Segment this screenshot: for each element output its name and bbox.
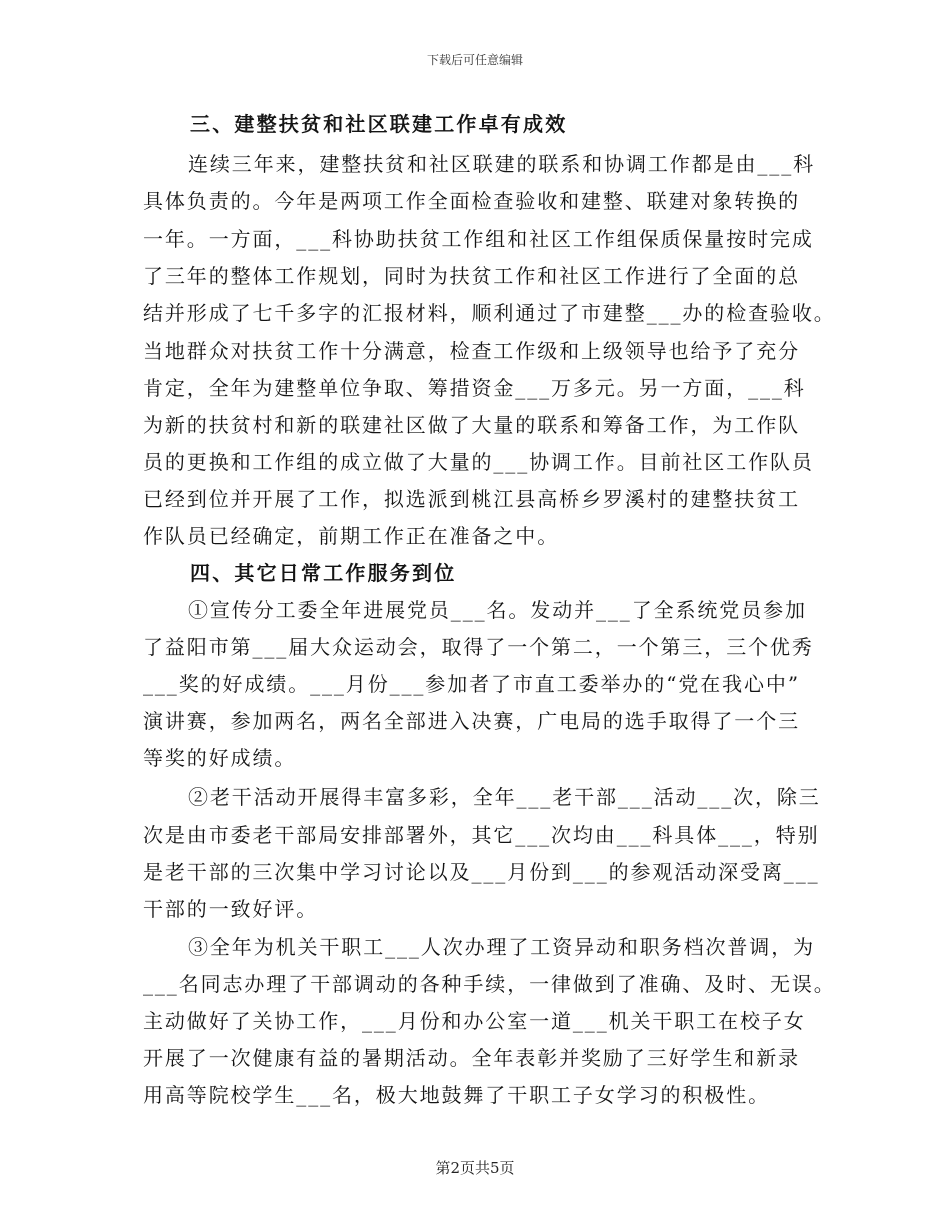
paragraph-line: 为新的扶贫村和新的联建社区做了大量的联系和筹备工作，为工作队	[143, 413, 800, 437]
paragraph-line: ②老干活动开展得丰富多彩，全年___老干部___活动___次，除三	[188, 785, 821, 809]
paragraph-line: 了益阳市第___届大众运动会，取得了一个第二，一个第三，三个优秀	[143, 635, 814, 659]
paragraph-line: 开展了一次健康有益的暑期活动。全年表彰并奖励了三好学生和新录	[143, 1046, 800, 1070]
paragraph-line: 具体负责的。今年是两项工作全面检查验收和建整、联建对象转换的	[143, 189, 800, 213]
paragraph-line: 当地群众对扶贫工作十分满意，检查工作级和上级领导也给予了充分	[143, 339, 800, 363]
paragraph-line: 主动做好了关协工作，___月份和办公室一道___机关干职工在校子女	[143, 1009, 806, 1033]
paragraph-line: ③全年为机关干职工___人次办理了工资异动和职务档次普调，为	[188, 935, 815, 959]
paragraph-line: 用高等院校学生___名，极大地鼓舞了干职工子女学习的积极性。	[143, 1083, 770, 1107]
paragraph-line: 了三年的整体工作规划，同时为扶贫工作和社区工作进行了全面的总	[143, 264, 800, 288]
paragraph-line: 是老干部的三次集中学习讨论以及___月份到___的参观活动深受离___	[143, 860, 820, 884]
paragraph-line: 一年。一方面，___科协助扶贫工作组和社区工作组保质保量按时完成	[143, 227, 814, 251]
paragraph-line: 干部的一致好评。	[143, 897, 319, 921]
paragraph-line: 次是由市委老干部局安排部署外，其它___次均由___科具体___，特别	[143, 823, 820, 847]
paragraph-line: ___名同志办理了干部调动的各种手续，一律做到了准确、及时、无误。	[143, 972, 836, 996]
paragraph-line: 连续三年来，建整扶贫和社区联建的联系和协调工作都是由___科	[188, 152, 815, 176]
paragraph-line: 肯定，全年为建整单位争取、筹措资金___万多元。另一方面，___科	[143, 376, 806, 400]
paragraph-line: 结并形成了七千多字的汇报材料，顺利通过了市建整___办的检查验收。	[143, 301, 836, 325]
paragraph-line: 等奖的好成绩。	[143, 746, 297, 770]
page-number: 第2页共5页	[435, 1159, 515, 1177]
paragraph-line: 已经到位并开展了工作，拟选派到桃江县高桥乡罗溪村的建整扶贫工	[143, 487, 800, 511]
section-heading-4: 四、其它日常工作服务到位	[190, 561, 457, 585]
paragraph-line: 作队员已经确定，前期工作正在准备之中。	[143, 524, 560, 548]
section-heading-3: 三、建整扶贫和社区联建工作卓有成效	[190, 112, 568, 136]
paragraph-line: 演讲赛，参加两名，两名全部进入决赛，广电局的选手取得了一个三	[143, 709, 800, 733]
page-header: 下载后可任意编辑	[426, 53, 523, 67]
paragraph-line: 员的更换和工作组的成立做了大量的___协调工作。目前社区工作队员	[143, 450, 814, 474]
paragraph-line: ___奖的好成绩。___月份___参加者了市直工委举办的“党在我心中”	[143, 672, 800, 696]
paragraph-line: ①宣传分工委全年进展党员___名。发动并___了全系统党员参加	[188, 598, 807, 622]
